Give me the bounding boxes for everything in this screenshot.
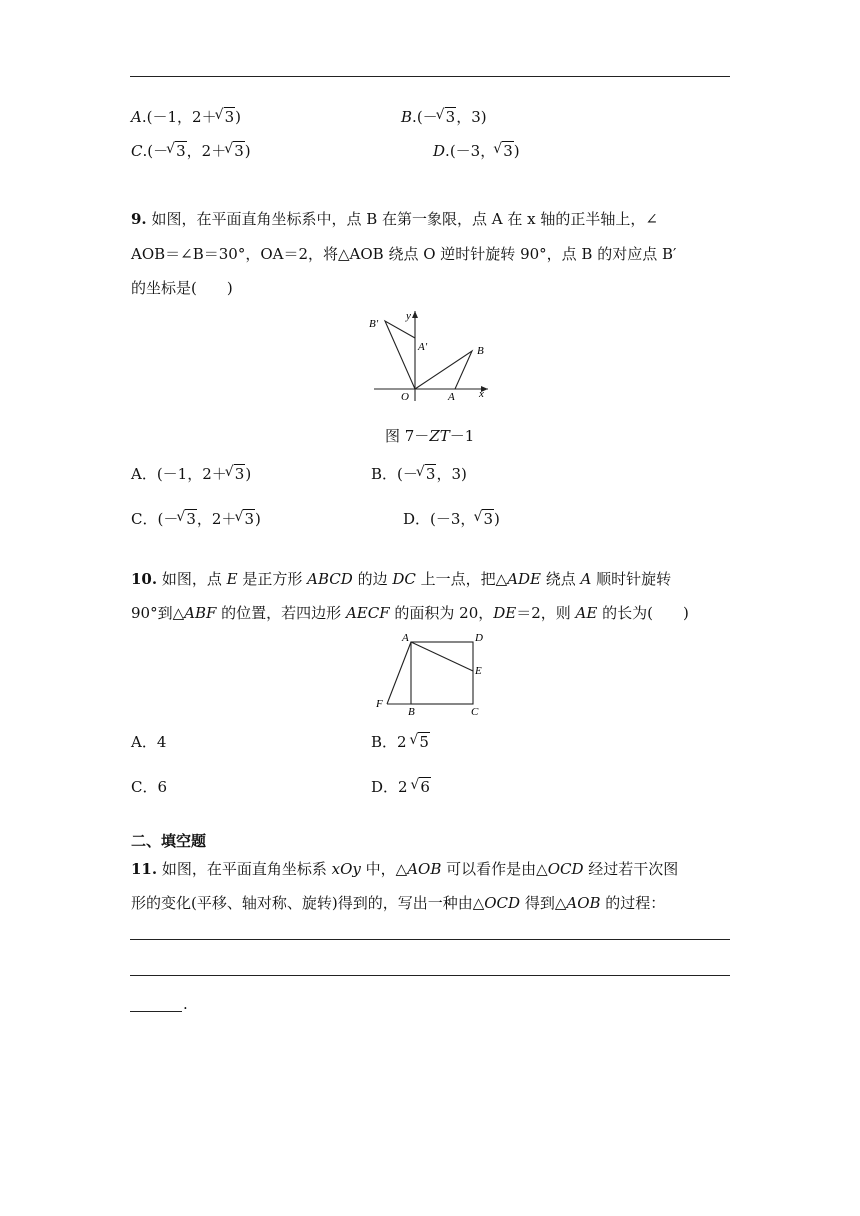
q8-option-b[interactable]: B.(－√ 3，3) [401, 106, 487, 127]
sqrt-symbol: √ 3 [226, 142, 245, 160]
sqrt-symbol: √ 3 [438, 108, 457, 126]
header-rule [130, 76, 730, 77]
q10-option-c[interactable]: C．6 [131, 778, 168, 796]
label-b: B [408, 706, 415, 718]
square-abcd [411, 642, 473, 704]
q10-line-2: 90°到△ABF 的位置，若四边形 AECF 的面积为 20，DE＝2，则 AE 的长为( ) [131, 604, 689, 622]
q8-option-d[interactable]: D.(－3，√ 3) [433, 140, 520, 161]
sqrt-symbol: √ 3 [236, 510, 255, 528]
q10-option-d[interactable]: D．2 √ 6 [371, 776, 431, 797]
q9-option-d[interactable]: D．(－3，√ 3) [403, 508, 500, 529]
label-a-prime: A′ [418, 341, 428, 353]
y-axis-arrow [412, 311, 418, 318]
label-x: x [479, 388, 484, 400]
q8-option-c[interactable]: C.(－√ 3，2＋√ 3) [131, 140, 251, 161]
q9-figure [360, 305, 500, 405]
q9-option-b[interactable]: B．(－√ 3，3) [371, 463, 467, 484]
label-a: A [448, 391, 455, 403]
label-y: y [406, 310, 411, 322]
q10-line-1: 10. 如图，点 E 是正方形 ABCD 的边 DC 上一点，把△ADE 绕点 A 顺时针旋转 [131, 570, 672, 588]
q11-line-2: 形的变化(平移、轴对称、旋转)得到的，写出一种由△OCD 得到△AOB 的过程： [131, 894, 666, 912]
q11-number: 11. [131, 860, 158, 878]
label-a: A [402, 632, 409, 644]
triangle-aob [415, 351, 472, 389]
sqrt-symbol: √ 3 [475, 510, 494, 528]
q10-figure [365, 626, 495, 718]
section-title: 二、填空题 [131, 832, 207, 850]
sqrt-symbol: √ 3 [168, 142, 187, 160]
answer-blank-line-3[interactable] [130, 1011, 182, 1012]
q11-period: . [183, 995, 188, 1013]
answer-blank-line-1[interactable] [130, 939, 730, 940]
sqrt-symbol: √ 3 [227, 465, 246, 483]
q11-line-1: 11. 如图，在平面直角坐标系 xOy 中，△AOB 可以看作是由△OCD 经过若干次图 [131, 860, 679, 878]
segment-ae [411, 642, 473, 671]
label-c: C [471, 706, 479, 718]
q10-number: 10. [131, 570, 158, 588]
q9-option-a[interactable]: A．(－1，2＋√ 3) [131, 463, 251, 484]
q9-line-2: AOB＝∠B＝30°，OA＝2，将△AOB 绕点 O 逆时针旋转 90°，点 B 的对应点 B′ [131, 245, 677, 263]
answer-blank-line-2[interactable] [130, 975, 730, 976]
label-o: O [401, 391, 409, 403]
sqrt-symbol: √ 5 [411, 733, 430, 751]
q9-line-1: 9. 如图，在平面直角坐标系中，点 B 在第一象限，点 A 在 x 轴的正半轴上，∠ [131, 210, 658, 228]
sqrt-symbol: √ 3 [495, 142, 514, 160]
label-f: F [376, 698, 383, 710]
q8-option-a[interactable]: A.(－1，2＋√ 3) [131, 106, 241, 127]
q9-line-3: 的坐标是( ) [131, 279, 233, 297]
sqrt-symbol: √ 3 [217, 108, 236, 126]
label-b-prime: B′ [369, 318, 379, 330]
triangle-aob-rotated [385, 321, 415, 389]
label-b: B [477, 345, 484, 357]
sqrt-symbol: √ 3 [418, 465, 437, 483]
q9-option-c[interactable]: C．(－√ 3，2＋√ 3) [131, 508, 261, 529]
segment-af [387, 642, 411, 704]
sqrt-symbol: √ 6 [412, 778, 431, 796]
label-e: E [475, 665, 482, 677]
label-d: D [475, 632, 483, 644]
sqrt-symbol: √ 3 [178, 510, 197, 528]
q10-option-a[interactable]: A．4 [131, 733, 167, 751]
q9-number: 9. [131, 210, 147, 228]
q9-figure-caption: 图 7－ZT－1 [385, 427, 475, 445]
q10-option-b[interactable]: B．2 √ 5 [371, 731, 430, 752]
